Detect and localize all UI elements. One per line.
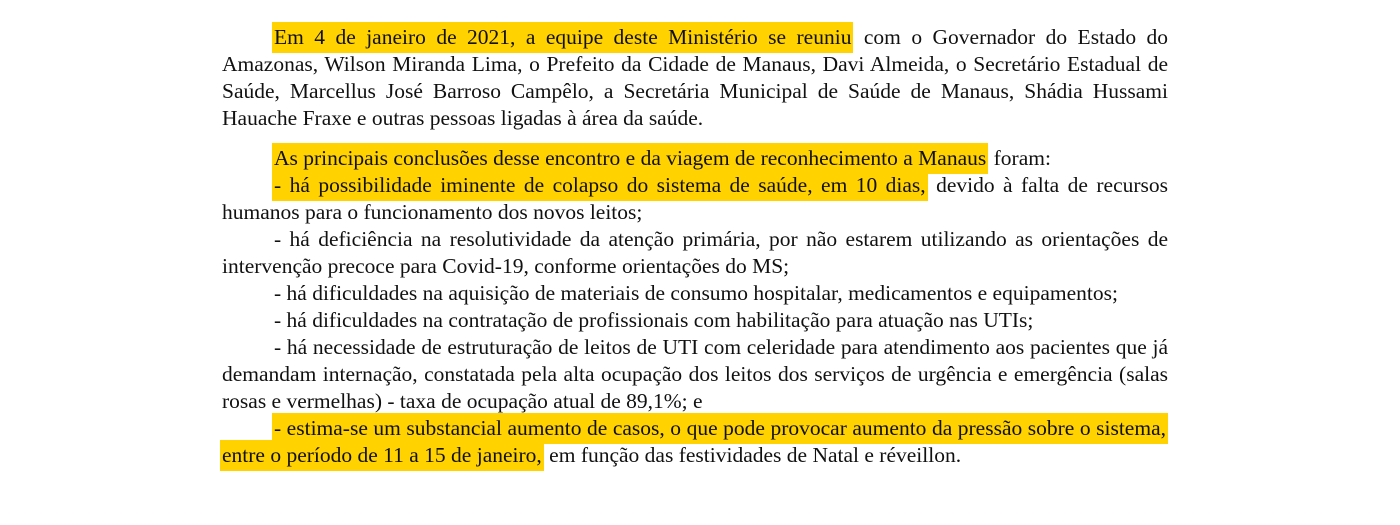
highlighted-text: - há possibilidade iminente de colapso do sistema de saúde, em 10 dias, [272,170,928,201]
paragraph-text: - há deficiência na resolutividade da atenção primária, por não estarem utilizando as orientações de intervenção precoce para Covid-19, conforme orientações do MS; [222,227,1168,278]
paragraph-conclusions-intro [222,145,1168,172]
paragraph-text: em função das festividades de Natal e réveillon. [543,443,962,467]
list-item-staffing [222,307,1168,334]
document-excerpt [222,24,1168,469]
paragraph-meeting [222,24,1168,132]
list-item-case-increase [222,415,1168,469]
list-item-primary-care [222,226,1168,280]
paragraph-text: foram: [988,146,1051,170]
highlighted-text: Em 4 de janeiro de 2021, a equipe deste Ministério se reuniu [272,22,853,53]
highlighted-text: - estima-se um substancial aumento de casos, o que pode provocar aumento da pressão sobre o sistema, entre o período de 11 a 15 de janeiro, [220,413,1168,471]
highlighted-text: As principais conclusões desse encontro e da viagem de reconhecimento a Manaus [272,143,988,174]
paragraph-text: com o Governador do Estado do Amazonas, Wilson Miranda Lima, o Prefeito da Cidade de Manaus, Davi Almeida, o Secretário Estadual de Saúde, Marcellus José Barroso Campêlo, a Secretária Municipal de Saúde de Manaus, Shádia Hussami Hauache Fraxe e outras pessoas ligadas à área da saúde. [222,25,1169,130]
paragraph-text: devido à falta de recursos humanos para o funcionamento dos novos leitos; [222,173,1169,224]
paragraph-text: - há dificuldades na aquisição de materiais de consumo hospitalar, medicamentos e equipamentos; [274,281,1118,305]
list-item-supplies [222,280,1168,307]
paragraph-text: - há necessidade de estruturação de leitos de UTI com celeridade para atendimento aos pacientes que já demandam internação, constatada pela alta ocupação dos leitos dos serviços de urgência e emergência (salas rosas e vermelhas) - taxa de ocupação atual de 89,1%; e [222,335,1168,413]
list-item-icu-beds [222,334,1168,415]
paragraph-text: - há dificuldades na contratação de profissionais com habilitação para atuação nas UTIs; [274,308,1034,332]
list-item-collapse [222,172,1168,226]
